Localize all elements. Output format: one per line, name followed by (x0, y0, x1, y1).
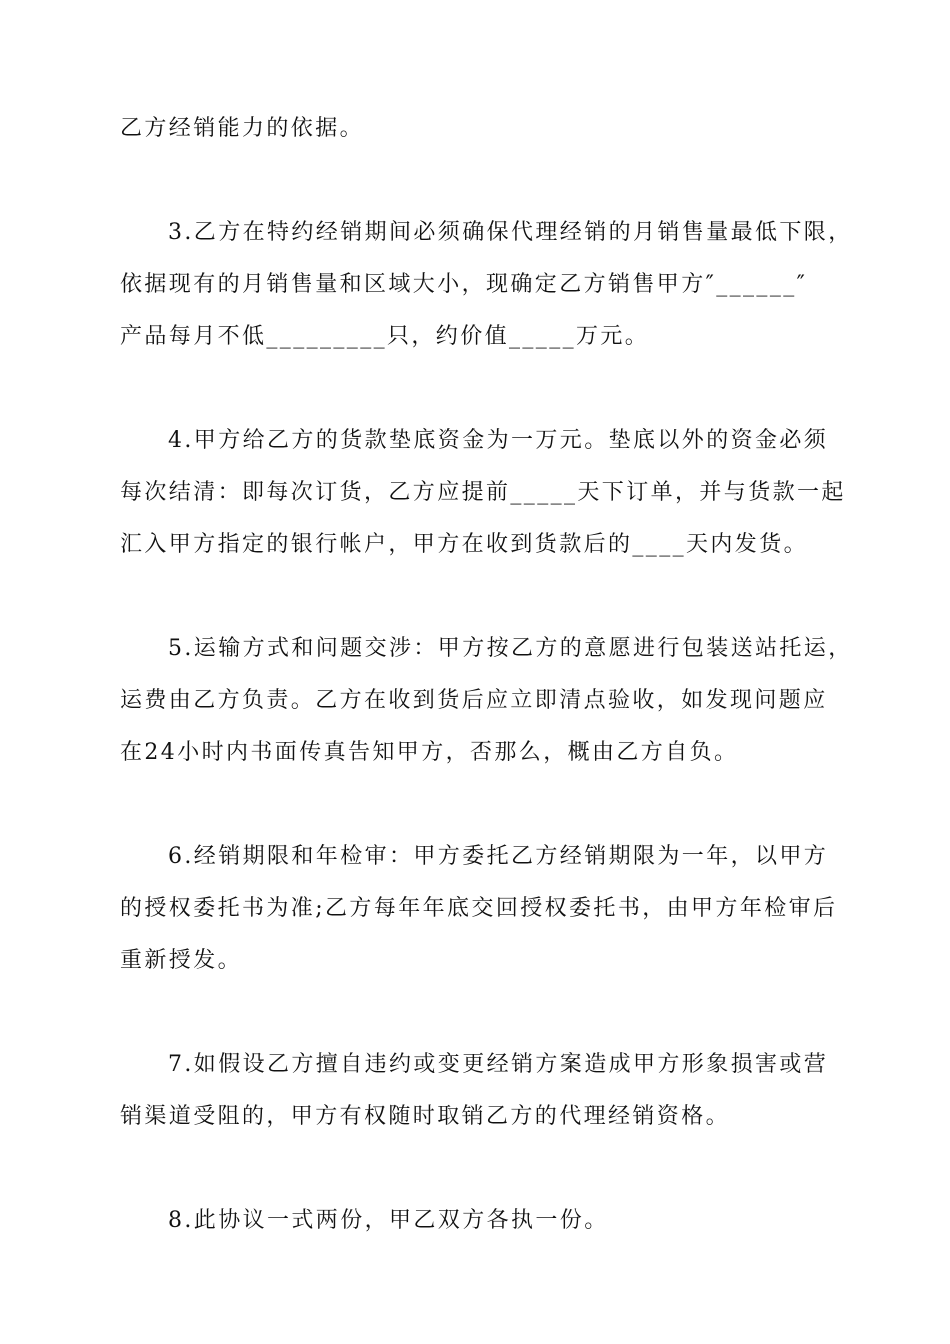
text-line: 在24小时内书面传真告知甲方，否那么，概由乙方自负。 (120, 740, 739, 765)
clause-8 (120, 1195, 835, 1247)
text-line: 4.甲方给乙方的货款垫底资金为一万元。垫底以外的资金必须 (168, 428, 829, 453)
text-line: 重新授发。 (120, 948, 243, 973)
text-line: 8.此协议一式两份，甲乙双方各执一份。 (168, 1208, 609, 1233)
text-line: 3.乙方在特约经销期间必须确保代理经销的月销售量最低下限， (168, 220, 853, 245)
text-line: 6.经销期限和年检审：甲方委托乙方经销期限为一年，以甲方 (168, 844, 829, 869)
clause-7 (120, 1039, 835, 1143)
text-line: 7.如假设乙方擅自违约或变更经销方案造成甲方形象损害或营 (168, 1052, 829, 1077)
clause-4 (120, 415, 846, 571)
clause-3 (120, 207, 853, 363)
text-line: 产品每月不低_________只，约价值_____万元。 (120, 324, 650, 349)
text-line: 运费由乙方负责。乙方在收到货后应立即清点验收，如发现问题应 (120, 688, 828, 713)
text-line: 依据现有的月销售量和区域大小，现确定乙方销售甲方″______″ (120, 272, 808, 297)
document-body (120, 103, 853, 1299)
clause-5 (120, 623, 853, 779)
text-line: 乙方经销能力的依据。 (120, 116, 365, 141)
text-line: 汇入甲方指定的银行帐户，甲方在收到货款后的____天内发货。 (120, 532, 809, 557)
text-line: 的授权委托书为准;乙方每年年底交回授权委托书，由甲方年检审后 (120, 896, 838, 921)
text-line: 销渠道受阻的，甲方有权随时取销乙方的代理经销资格。 (120, 1104, 731, 1129)
text-line: 每次结清：即每次订货，乙方应提前_____天下订单，并与货款一起 (120, 480, 846, 505)
clause-6 (120, 831, 838, 987)
text-line: 5.运输方式和问题交涉：甲方按乙方的意愿进行包装送站托运， (168, 636, 853, 661)
paragraph-continuation (120, 103, 835, 155)
